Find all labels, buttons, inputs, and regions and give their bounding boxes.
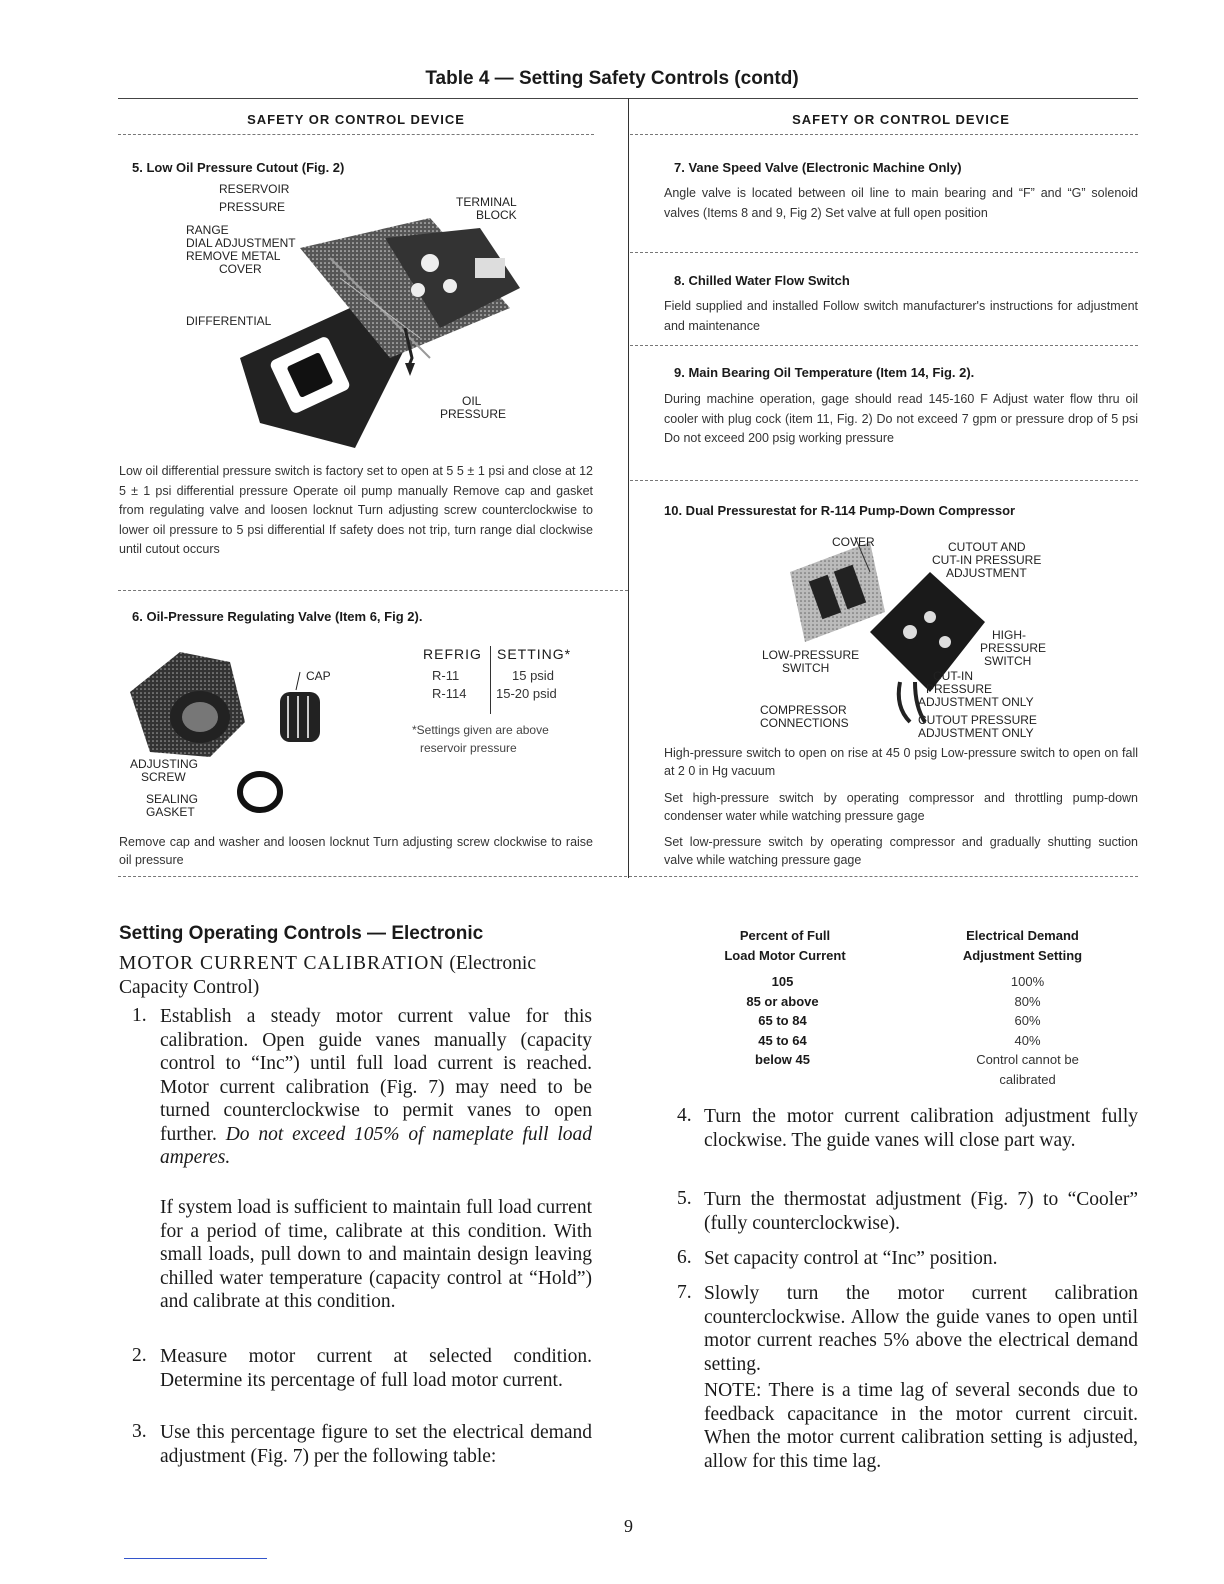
settings-footnote-2: reservoir pressure xyxy=(420,741,517,755)
label-reservoir-pressure: PRESSURE xyxy=(219,200,286,214)
label-cutin-pressure-2: PRESSURE xyxy=(926,682,993,696)
item5-rule xyxy=(118,590,628,591)
label-adjusting: ADJUSTING xyxy=(130,757,199,771)
label-differential: DIFFERENTIAL xyxy=(186,314,272,328)
item5-heading: 5. Low Oil Pressure Cutout (Fig. 2) xyxy=(132,160,345,175)
step5-text: Turn the thermostat adjustment (Fig. 7) to “Cooler” (fully counterclockwise). xyxy=(704,1189,1138,1234)
item9-rule xyxy=(630,480,1138,481)
demand-col1-header-line2: Load Motor Current xyxy=(724,948,846,963)
step2-text: Measure motor current at selected condition. Determine its percentage of full load motor current. xyxy=(160,1346,592,1391)
label-cutout-and: CUTOUT AND xyxy=(948,540,1026,554)
step1-number: 1. xyxy=(132,1005,147,1026)
table-row: below 45 xyxy=(755,1052,810,1067)
settings-footnote: *Settings given are above xyxy=(412,723,549,737)
label-cover-10: COVER xyxy=(832,535,875,549)
step4-number: 4. xyxy=(677,1105,692,1126)
item8-heading: 8. Chilled Water Flow Switch xyxy=(674,273,850,288)
table-title: Table 4 — Setting Safety Controls (contd) xyxy=(425,68,799,89)
step1-body: Establish a steady motor current value for this calibration. Open guide vanes manually (capacity control to “Inc”) until full load current is reached. Motor current calibration (Fig. 7) may need to be turned counterclockwise to permit vanes to open further. xyxy=(160,1006,592,1145)
demand-col2-values xyxy=(950,972,1105,1089)
label-high: HIGH- xyxy=(992,628,1026,642)
footer-rule xyxy=(124,1558,267,1559)
step1-warning: Do not exceed 105% of nameplate full load amperes. xyxy=(160,1123,593,1168)
step7-text: Slowly turn the motor current calibration counterclockwise. Allow the guide vanes to open until motor current reaches 5% above the electrical demand setting. xyxy=(704,1283,1138,1375)
item9-text: During machine operation, gage should read 145-160 F Adjust water flow thru oil cooler with plug cock (item 11, Fig. 2) Do not exceed 7 gpm or pressure drop of 5 psi Do not exceed 200 psig working pressure xyxy=(664,392,1138,445)
item10-heading: 10. Dual Pressurestat for R-114 Pump-Down Compressor xyxy=(664,503,1016,518)
setting-header: SETTING* xyxy=(497,646,572,662)
calibration-caps: MOTOR CURRENT CALIBRATION xyxy=(119,953,445,974)
label-cutin: CUT-IN xyxy=(933,669,973,683)
label-reservoir: RESERVOIR xyxy=(219,182,290,196)
step2-number: 2. xyxy=(132,1345,147,1366)
label-low-pressure: LOW-PRESSURE xyxy=(762,648,860,662)
item7-text: Angle valve is located between oil line to main bearing and “F” and “G” solenoid valves (Items 8 and 9, Fig 2) Set valve at full open position xyxy=(664,186,1138,220)
label-oil-pressure: PRESSURE xyxy=(440,407,507,421)
step7-note: NOTE: There is a time lag of several seconds due to feedback capacitance in the motor current circuit. When the motor current calibration setting is adjusted, allow for this time lag. xyxy=(704,1380,1138,1472)
demand-col2-header-line1: Electrical Demand xyxy=(966,928,1079,943)
column-divider xyxy=(628,98,629,878)
operating-controls-heading: Setting Operating Controls — Electronic xyxy=(119,923,484,944)
demand-col2-header xyxy=(940,926,1105,966)
refrig-header: REFRIG xyxy=(423,646,482,662)
table-bottom-rule xyxy=(118,876,1138,877)
calibration-rest: (Electronic Capacity Control) xyxy=(119,953,536,998)
label-compressor: COMPRESSOR xyxy=(760,703,847,717)
item7-heading: 7. Vane Speed Valve (Electronic Machine Only) xyxy=(674,160,962,175)
table-row: 100% xyxy=(1010,974,1045,989)
label-terminal: TERMINAL xyxy=(456,195,517,209)
refrig-r11: R-11 xyxy=(432,668,460,683)
item10-text-2: Set high-pressure switch by operating compressor and throttling pump-down condenser water while watching pressure gage xyxy=(664,791,1138,823)
label-remove-metal: REMOVE METAL xyxy=(186,249,281,263)
item7-rule xyxy=(630,252,1138,253)
table-row: 45 to 64 xyxy=(758,1032,807,1048)
table-row: 40% xyxy=(1014,1032,1041,1048)
demand-col1-header-line1: Percent of Full xyxy=(739,928,831,943)
step6-number: 6. xyxy=(677,1247,692,1268)
item8-rule xyxy=(630,345,1138,346)
label-cap: CAP xyxy=(306,669,331,683)
label-cutout-pressure: CUTOUT PRESSURE xyxy=(918,713,1037,727)
step3-text: Use this percentage figure to set the electrical demand adjustment (Fig. 7) per the following table: xyxy=(160,1422,592,1467)
header-rule-right xyxy=(630,134,1138,135)
table-row: 65 to 84 xyxy=(758,1013,807,1028)
label-adjustment: ADJUSTMENT xyxy=(946,566,1027,580)
refrig-r114: R-114 xyxy=(432,686,467,701)
label-cutin-pressure: CUT-IN PRESSURE xyxy=(932,553,1042,567)
step1-paragraph-2: If system load is sufficient to maintain full load current for a period of time, calibrate at this condition. With small loads, pull down to and maintain design leaving chilled water temperature (capacity control at “Hold”) and calibrate at this condition. xyxy=(160,1197,592,1312)
label-low-switch: SWITCH xyxy=(782,661,830,675)
step1-text xyxy=(160,1005,592,1170)
table-row: 60% xyxy=(1014,1013,1041,1028)
item6-text: Remove cap and washer and loosen locknut Turn adjusting screw clockwise to raise oil pressure xyxy=(119,835,593,867)
setting-r114: 15-20 psid xyxy=(496,686,557,701)
demand-col2-header-line2: Adjustment Setting xyxy=(962,948,1083,963)
label-connections: CONNECTIONS xyxy=(760,716,849,730)
label-cutin-adjustment-only: ADJUSTMENT ONLY xyxy=(918,695,1034,709)
step6-text: Set capacity control at “Inc” position. xyxy=(704,1248,998,1269)
page-number: 9 xyxy=(624,1516,633,1536)
column-header-right: SAFETY OR CONTROL DEVICE xyxy=(792,112,1010,127)
step3-number: 3. xyxy=(132,1421,147,1442)
item9-heading: 9. Main Bearing Oil Temperature (Item 14, Fig. 2). xyxy=(674,365,975,380)
setting-r11: 15 psid xyxy=(512,668,554,683)
step5-number: 5. xyxy=(677,1188,692,1209)
item6-heading: 6. Oil-Pressure Regulating Valve (Item 6, Fig 2). xyxy=(132,609,423,624)
table-divider xyxy=(490,646,491,714)
label-sealing: SEALING xyxy=(146,792,199,806)
label-oil: OIL xyxy=(462,394,482,408)
item5-text: Low oil differential pressure switch is factory set to open at 5 5 ± 1 psi and close at 12 5 ± 1 psi differential pressure Operate oil pump manually Remove cap and gasket from regulating valve and loosen locknut Turn adjusting screw counterclockwise to lower oil pressure to 5 psi differential If safety does not trip, turn range dial clockwise until cutout occurs xyxy=(119,464,593,556)
item8-text: Field supplied and installed Follow switch manufacturer's instructions for adjustment and maintenance xyxy=(664,299,1138,333)
step4-text: Turn the motor current calibration adjustment fully clockwise. The guide vanes will close part way. xyxy=(704,1106,1138,1151)
refrig-setting-table xyxy=(420,646,590,716)
header-rule-left xyxy=(118,134,594,135)
step7-number: 7. xyxy=(677,1282,692,1303)
table-row: 85 or above xyxy=(746,993,819,1009)
label-range-dial: DIAL ADJUSTMENT xyxy=(186,236,296,250)
label-cutout-adjustment-only: ADJUSTMENT ONLY xyxy=(918,726,1034,740)
table-row: 80% xyxy=(1014,993,1041,1009)
motor-current-calibration-heading xyxy=(119,952,593,999)
label-sealing-gasket: GASKET xyxy=(146,805,195,819)
table-row: Control cannot be calibrated xyxy=(976,1052,1079,1087)
label-terminal-block: BLOCK xyxy=(476,208,517,222)
table-row: 105 xyxy=(771,974,794,989)
demand-col1-values xyxy=(690,972,875,1070)
column-header-left: SAFETY OR CONTROL DEVICE xyxy=(247,112,465,127)
item10-text-1: High-pressure switch to open on rise at 45 0 psig Low-pressure switch to open on fall at 2 0 in Hg vacuum xyxy=(664,746,1138,778)
label-high-switch: SWITCH xyxy=(984,654,1032,668)
label-cover: COVER xyxy=(219,262,262,276)
demand-col1-header xyxy=(690,926,880,966)
electrical-demand-table xyxy=(690,926,1150,1091)
label-high-pressure: PRESSURE xyxy=(980,641,1047,655)
label-adjusting-screw: SCREW xyxy=(141,770,186,784)
label-range: RANGE xyxy=(186,223,229,237)
item10-text-3: Set low-pressure switch by operating compressor and gradually shutting suction valve while watching pressure gage xyxy=(664,835,1138,867)
